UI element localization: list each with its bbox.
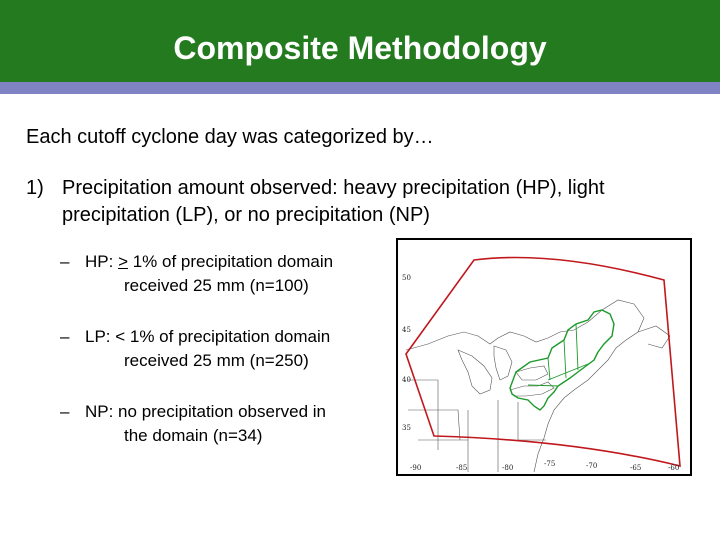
lat-label: 35: [402, 424, 411, 432]
bullet-hp-symbol: >: [118, 252, 128, 271]
lon-label: -90: [410, 464, 422, 472]
lon-label: -60: [668, 464, 680, 472]
domain-map-svg: [398, 240, 690, 474]
bullet-dash: –: [60, 402, 70, 421]
lat-label: 50: [402, 274, 411, 282]
domain-map: [396, 238, 692, 476]
bullet-hp-rest: 1% of precipitation domain: [128, 252, 334, 271]
title-underline: [0, 82, 720, 94]
list-item-number: 1): [26, 177, 44, 199]
bullet-hp-line2: received 25 mm (n=100): [124, 276, 309, 295]
coastline-outline: [406, 300, 670, 472]
precipitation-domain: [510, 310, 614, 410]
slide-title: Composite Methodology: [173, 30, 547, 66]
bullet-hp-line1: [85, 250, 380, 274]
bullet-dash: –: [60, 327, 70, 346]
lon-label: -85: [456, 464, 468, 472]
lat-label: 45: [402, 326, 411, 334]
bullet-np-line2: the domain (n=34): [124, 426, 263, 445]
lon-label: -80: [502, 464, 514, 472]
bullet-lp-line1: LP: < 1% of precipitation domain: [85, 327, 331, 346]
cutoff-domain-box: [406, 258, 680, 467]
bullet-np-line1: NP: no precipitation observed in: [85, 402, 326, 421]
bullet-np: [60, 400, 380, 448]
lat-label: 40: [402, 376, 411, 384]
lon-label: -65: [630, 464, 642, 472]
lon-label: -75: [544, 460, 556, 468]
bullet-lp-line2: received 25 mm (n=250): [124, 351, 309, 370]
bullet-hp-prefix: HP:: [85, 252, 119, 271]
intro-text: Each cutoff cyclone day was categorized by…: [26, 126, 434, 148]
lon-label: -70: [586, 462, 598, 470]
list-item-1: [26, 175, 686, 229]
bullet-hp: [60, 250, 380, 298]
bullet-dash: –: [60, 252, 70, 271]
bullet-lp: [60, 325, 380, 373]
list-item-text: Precipitation amount observed: heavy precipitation (HP), light precipitation (LP), or no precipitation (NP): [62, 177, 605, 226]
